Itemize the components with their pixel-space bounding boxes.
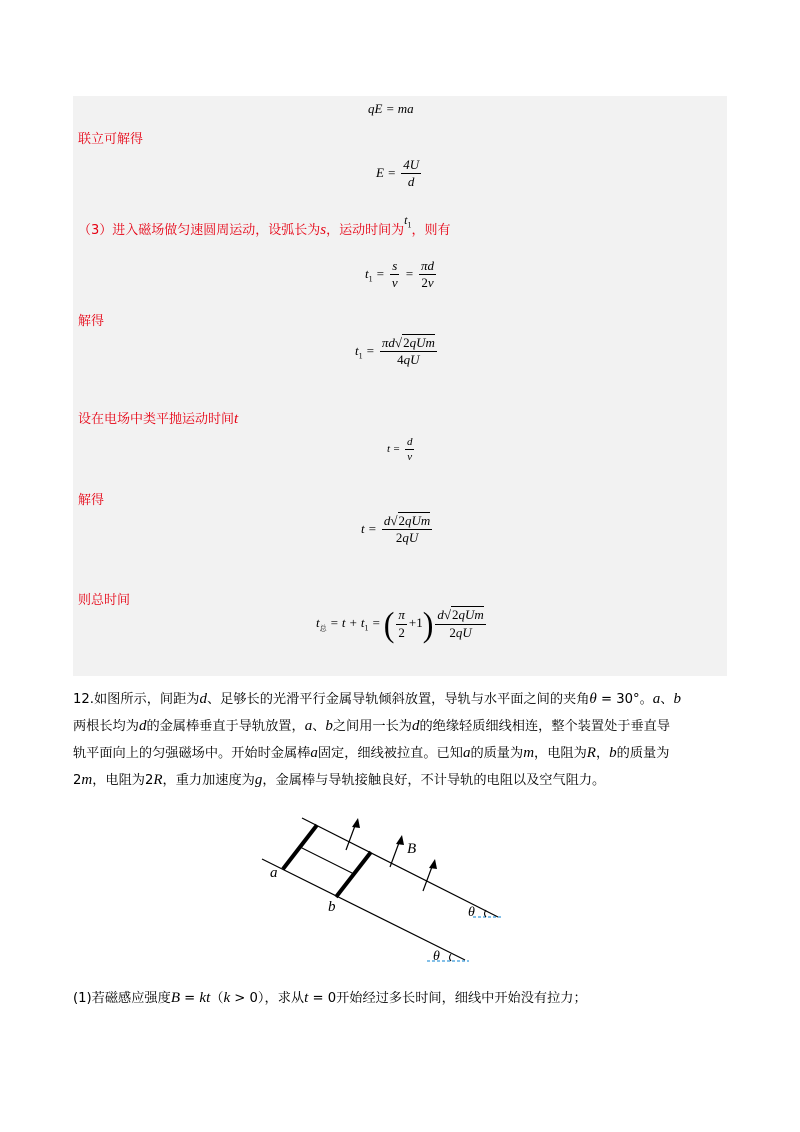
rail-lower (262, 859, 465, 960)
svg-text:θ: θ (468, 905, 475, 920)
equation-t1-result: $t_1$ = $\frac{\text{πd√2qUm}}{4qU}$ (355, 335, 435, 368)
angle-upper (468, 905, 501, 920)
text-jiede-1: 解得 (78, 314, 105, 329)
question-line-2: 两根长均为d的金属棒垂直于导轨放置，a、b之间用一长为d的绝缘轻质细线相连，整个装置处于垂直导 (73, 718, 671, 734)
equation-t1-arc: $t_1$ = $\frac{s}{v}$ = $\frac{\pi d}{2v}$ (365, 258, 434, 291)
equation-qE-ma: qE = ma (368, 101, 414, 116)
question-12-text (73, 686, 733, 794)
text-zongshijian: 则总时间 (78, 593, 131, 608)
b-field-arrow-2 (390, 835, 404, 867)
rod-b (336, 852, 371, 897)
question-line-3: 轨平面向上的匀强磁场中。开始时金属棒a固定，细线被拉直。已知a的质量为m，电阻为R，b的质量为 (73, 745, 670, 761)
text-part3: （3）进入磁场做匀速圆周运动，设弧长为s，运动时间为$t_1$，则有 (78, 213, 451, 238)
b-field-arrow-1 (346, 818, 360, 850)
text-lianli: 联立可解得 (78, 132, 144, 147)
equation-t-dv: t = $\frac{d}{v}$ (387, 436, 413, 464)
equation-total-time: $t_总 = t + t_1$ = ( $\frac{\pi}{2}$ +1) $\frac{\text{d√2qUm}}{2qU}$ (316, 604, 484, 644)
label-B: B (407, 841, 417, 857)
rails-figure (255, 815, 515, 975)
sub-question-1: (1)若磁感应强度B = kt（k > 0），求从t = 0开始经过多长时间，细线中开始没有拉力； (73, 990, 587, 1006)
question-line-1: 12.如图所示，间距为d、足够长的光滑平行金属导轨倾斜放置，导轨与水平面之间的夹角θ = 30°。a、b (73, 691, 681, 707)
equation-E: E = $\frac{4U}{d}$ (376, 157, 420, 190)
label-a: a (270, 865, 278, 881)
svg-text:θ: θ (433, 949, 440, 964)
label-b: b (328, 899, 336, 915)
solution-block (73, 96, 727, 676)
text-jiede-2: 解得 (78, 493, 105, 508)
equation-t-result: t = $\frac{\text{d√2qUm}}{2qU}$ (361, 513, 431, 546)
b-field-arrow-3 (423, 859, 437, 891)
question-line-4: 2m，电阻为2R，重力加速度为g，金属棒与导轨接触良好，不计导轨的电阻以及空气阻力。 (73, 772, 606, 788)
thread-line (300, 847, 354, 874)
text-shezai: 设在电场中类平抛运动时间t (78, 411, 239, 427)
